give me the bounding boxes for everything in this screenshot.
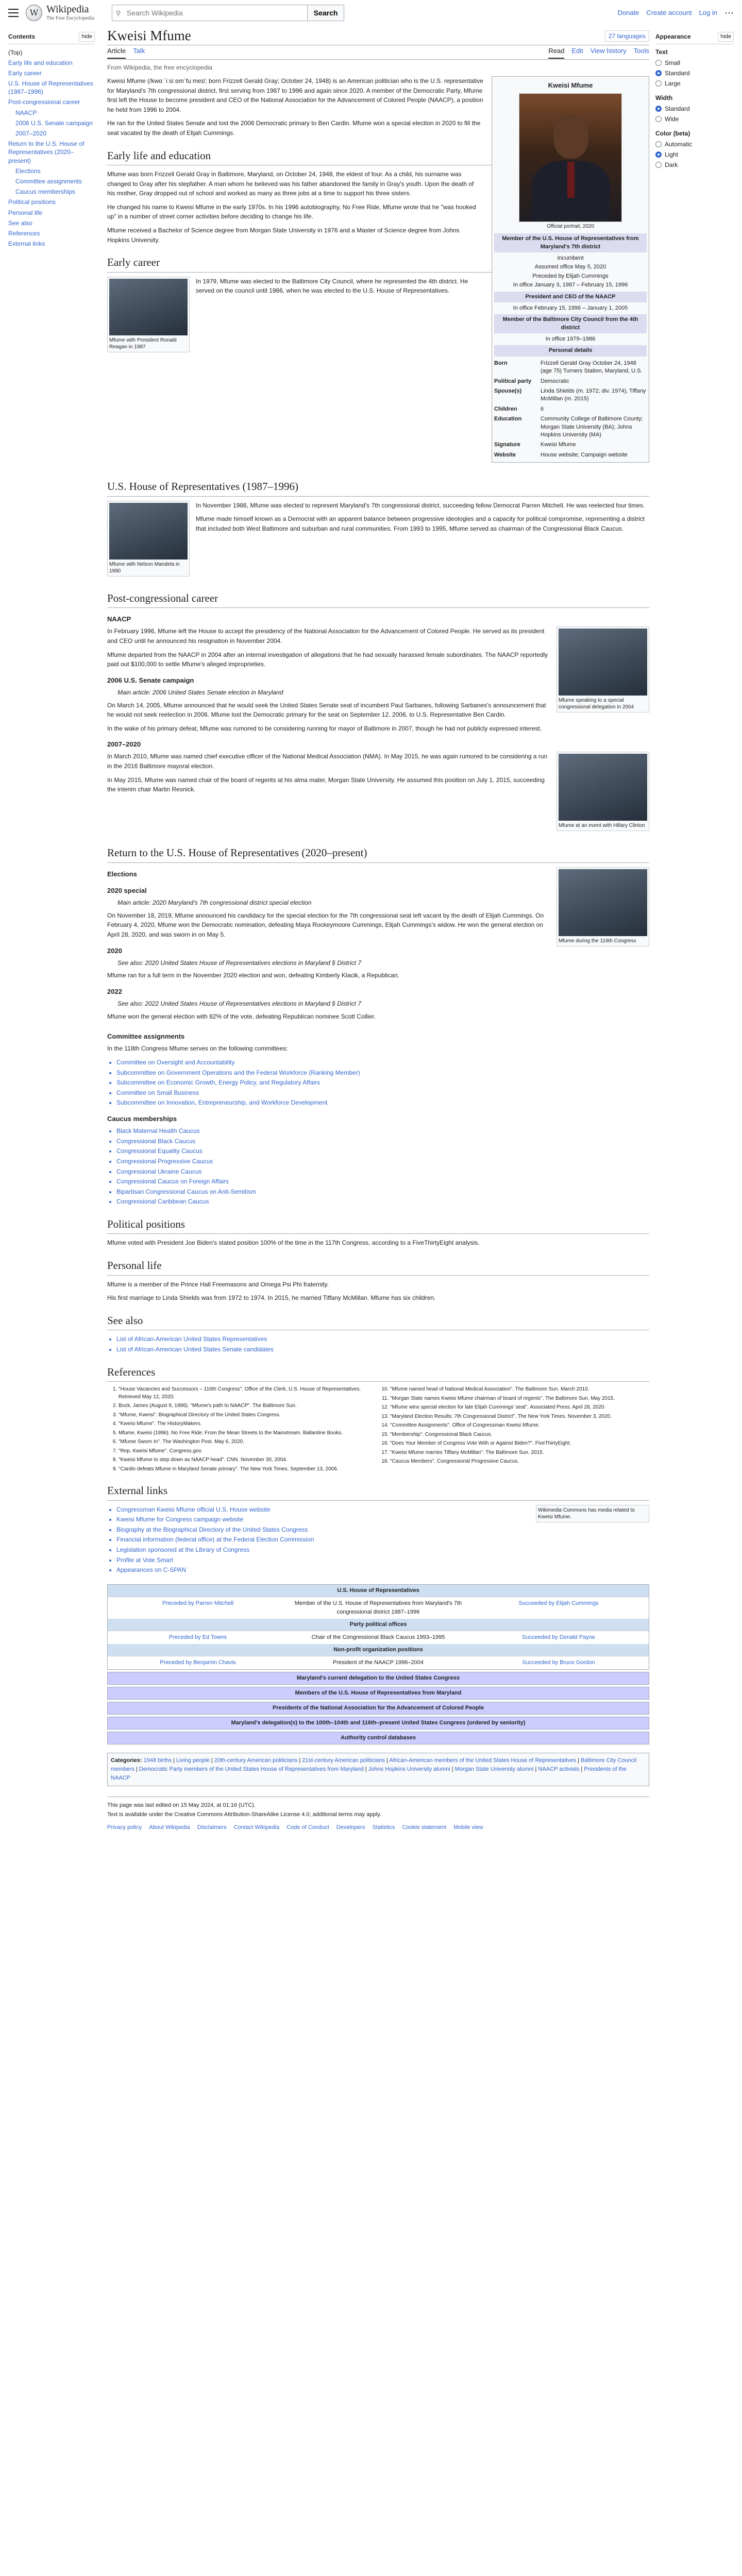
succession-heading: U.S. House of Representatives: [108, 1585, 649, 1597]
donate-link[interactable]: Donate: [617, 9, 639, 17]
committee-item[interactable]: • Subcommittee on Government Operations and the Federal Workforce (Ranking Member): [116, 1068, 649, 1078]
see-also-item[interactable]: • List of African-American United States Senate candidates: [116, 1345, 649, 1354]
category-link[interactable]: 21st-century American politicians: [302, 1757, 385, 1764]
color-option[interactable]: [655, 150, 734, 159]
infobox-label: Children: [494, 405, 517, 412]
category-link[interactable]: African-American members of the United States House of Representatives: [389, 1757, 576, 1764]
committee-item[interactable]: • Subcommittee on Economic Growth, Energy Policy, and Regulatory Affairs: [116, 1078, 649, 1088]
infobox-personal-band: Personal details: [494, 345, 647, 356]
caucus-item[interactable]: • Congressional Caribbean Caucus: [116, 1197, 649, 1207]
toc-item[interactable]: Early career: [8, 69, 42, 77]
category-link[interactable]: Johns Hopkins University alumni: [368, 1766, 450, 1773]
caucus-item[interactable]: • Black Maternal Health Caucus: [116, 1126, 649, 1136]
text-size-option[interactable]: [655, 79, 734, 88]
page-footer: [107, 1797, 649, 1832]
site-header: [0, 0, 742, 26]
footer-link[interactable]: Disclaimers: [197, 1824, 227, 1831]
table-of-contents: [8, 32, 95, 249]
subsection-2007-2020: 2007–2020: [107, 740, 141, 749]
reference-item: 12. "Mfume wins special election for late Elijah Cummings' seat". Associated Press. April 28, 2020.: [390, 1404, 649, 1412]
toc-item[interactable]: See also: [8, 219, 32, 227]
text-size-option-label: Standard: [665, 69, 690, 77]
reference-item: 9. "Cardin defeats Mfume in Maryland Senate primary". The New York Times. September 13, 2006.: [119, 1466, 378, 1473]
infobox: [492, 76, 649, 463]
paragraph: Mfume won the general election with 82% of the vote, defeating Republican nominee Scott Collier.: [107, 1012, 376, 1020]
toc-item[interactable]: Caucus memberships: [15, 188, 76, 196]
infobox-row: [494, 414, 647, 440]
page-title: Kweisi Mfume: [107, 27, 191, 43]
infobox-label: Spouse(s): [494, 388, 522, 395]
infobox-row: [494, 450, 647, 460]
paragraph: In May 2015, Mfume was named chair of the board of regents at his alma mater, Morgan State University. He assumed this position on July 1, 2015, succeeding the interim chair Martin Resnick.: [107, 776, 545, 793]
search-button[interactable]: Search: [308, 5, 345, 21]
wikipedia-logo[interactable]: [26, 4, 94, 22]
infobox-label: Political party: [494, 378, 532, 384]
reference-item: 13. "Maryland Election Results: 7th Congressional District". The New York Times. November 3, 2020.: [390, 1413, 649, 1421]
reference-item: 2. Bock, James (August 9, 1996). "Mfume's path to NAACP". The Baltimore Sun.: [119, 1402, 378, 1410]
toc-item[interactable]: Early life and education: [8, 59, 73, 66]
reference-item: 15. "Membership". Congressional Black Caucus.: [390, 1431, 649, 1439]
caucus-list: [116, 1126, 649, 1207]
paragraph: In November 1986, Mfume was elected to represent Maryland's 7th congressional district, succeeding fellow Democrat Parren Mitchell. He was reelected four times.: [196, 501, 645, 509]
navbox-header[interactable]: Members of the U.S. House of Representatives from Maryland: [107, 1687, 649, 1700]
search-icon: ⚲: [115, 9, 121, 17]
reference-item: 10. "Mfume named head of National Medical Association". The Baltimore Sun. March 2010.: [390, 1386, 649, 1394]
personal-tools-icon[interactable]: ⋯: [724, 7, 734, 18]
footer-link[interactable]: Code of Conduct: [286, 1824, 329, 1831]
photo: [109, 503, 188, 560]
toc-item[interactable]: Personal life: [8, 209, 43, 216]
language-button[interactable]: 27 languages: [605, 30, 649, 42]
subsection-elections: Elections: [107, 870, 137, 878]
text-size-option-label: Small: [665, 59, 681, 66]
toc-title: Contents: [8, 33, 35, 40]
preceded-by[interactable]: Preceded by Parren Mitchell: [162, 1600, 234, 1606]
paragraph: In February 1996, Mfume left the House to accept the presidency of the National Association for the Advancement of Colored People. He served as its president and CEO until he announced his resignation in November 2004.: [107, 628, 545, 645]
external-link-item[interactable]: • Financial information (federal office) at the Federal Election Commission: [116, 1535, 649, 1545]
portrait-caption: Official portrait, 2020: [546, 224, 595, 230]
tab-read[interactable]: Read: [548, 46, 564, 59]
infobox-label: Born: [494, 360, 508, 366]
radio-icon[interactable]: [655, 116, 662, 122]
succession-box: [107, 1584, 649, 1670]
infobox-office-2-dates: In office February 15, 1996 – January 1, 2005: [513, 304, 628, 311]
infobox-row: [494, 404, 647, 414]
tab-talk[interactable]: Talk: [133, 47, 145, 55]
section-external-links: External links: [107, 1482, 649, 1501]
photo: [109, 279, 188, 335]
succeeded-by[interactable]: Succeeded by Donald Payne: [522, 1634, 595, 1640]
infobox-value: Democratic: [541, 378, 569, 384]
paragraph: Mfume departed from the NAACP in 2004 after an internal investigation of allegations that he had sexually harassed female subordinates. The NAACP reportedly paid out $100,000 to settle Mfume's alleged improprieties.: [107, 651, 548, 668]
infobox-assumed: Assumed office May 5, 2020: [534, 264, 606, 270]
color-option-label: Automatic: [665, 140, 693, 148]
toc-item[interactable]: Post-congressional career: [8, 98, 80, 106]
photo: [559, 869, 647, 936]
categories-label: Categories:: [111, 1757, 142, 1764]
reference-item: 4. "Kweisi Mfume". The HistoryMakers.: [119, 1420, 378, 1428]
section-see-also: See also: [107, 1312, 649, 1331]
navboxes: [107, 1672, 649, 1744]
infobox-label: Website: [494, 451, 516, 458]
main-menu-icon[interactable]: [8, 9, 19, 17]
thumbnail-caption: Mfume during the 116th Congress: [559, 938, 636, 944]
reference-item: 16. "Does Your Member of Congress Vote With or Against Biden?". FiveThirtyEight.: [390, 1440, 649, 1448]
commons-text: Wikimedia Commons has media related to Kweisi Mfume.: [538, 1507, 635, 1520]
paragraph: In March 2010, Mfume was named chief executive officer of the National Medical Association (NMA). In May 2015, he was again rumored to be considering a run in the 2016 Baltimore mayoral election.: [107, 753, 548, 770]
infobox-office-3-dates: In office 1979–1986: [545, 336, 596, 343]
caucus-item[interactable]: • Congressional Caucus on Foreign Affairs: [116, 1177, 649, 1187]
navbox-header[interactable]: Maryland's delegation(s) to the 100th–104th and 116th–present United States Congress (ordered by seniority): [107, 1717, 649, 1730]
radio-icon[interactable]: [655, 80, 662, 87]
thumbnail-116th[interactable]: [556, 867, 649, 946]
infobox-value: Community College of Baltimore County; Morgan State University (BA); Johns Hopkins University (MA): [541, 416, 643, 438]
width-label: Width: [655, 94, 673, 101]
paragraph: His first marriage to Linda Shields was from 1972 to 1974. In 2015, he married Tiffany McMillan. Mfume has six children.: [107, 1294, 436, 1302]
subsection-caucus: Caucus memberships: [107, 1115, 177, 1123]
see-also-list: [116, 1334, 649, 1354]
official-portrait[interactable]: [519, 93, 622, 222]
reference-item: 3. "Mfume, Kweisi". Biographical Directory of the United States Congress.: [119, 1412, 378, 1419]
committee-item[interactable]: • Subcommittee on Innovation, Entrepreneurship, and Workforce Development: [116, 1098, 649, 1108]
infobox-value: 6: [541, 405, 544, 412]
infobox-value: Linda Shields (m. 1972; div. 1974), Tiffany McMillan (m. 2015): [541, 388, 646, 402]
infobox-row: [494, 440, 647, 450]
toc-item[interactable]: Elections: [15, 167, 41, 175]
tab-view-history[interactable]: View history: [590, 47, 627, 55]
color-option[interactable]: [655, 140, 734, 149]
preceded-by[interactable]: Preceded by Benjamin Chavis: [160, 1659, 236, 1666]
paragraph: In the 118th Congress Mfume serves on the following committees:: [107, 1045, 288, 1053]
lead-paragraph: Kweisi Mfume (/kwɑːˈiːsi ɒmˈfuːmeɪ/; born Frizzell Gerald Gray; October 24, 1948) is an American politician who is the U.S. representative for Maryland's 7th congressional district, first serving from 1987 to 1996 and again since 2020. A member of the Democratic Party, Mfume first left the House to become president and CEO of the National Association for the Advancement of Colored People (NAACP), a position he held from 1996 to 2004.: [107, 77, 483, 113]
search-input[interactable]: [112, 5, 308, 21]
appearance-panel: [655, 32, 734, 175]
footer-link[interactable]: Cookie statement: [402, 1824, 447, 1831]
footer-link[interactable]: Privacy policy: [107, 1824, 142, 1831]
thumbnail-naacp[interactable]: [556, 626, 649, 713]
paragraph: On November 18, 2019, Mfume announced his candidacy for the special election for the 7th congressional seat left vacant by the death of Elijah Cummings. On February 4, 2020, Mfume won the Democratic nomination, defeating Maya Rockeymoore Cummings, Elijah Cummings's widow. He won the general election on April 28, 2020, and was sworn in on May 5.: [107, 911, 544, 939]
succession-title: Member of the U.S. House of Representatives from Maryland's 7th congressional district 1987–1996: [294, 1600, 462, 1615]
reference-item: 18. "Caucus Members". Congressional Progressive Caucus.: [390, 1458, 649, 1466]
paragraph: Mfume voted with President Joe Biden's stated position 100% of the time in the 117th Congress, according to a FiveThirtyEight analysis.: [107, 1239, 480, 1247]
commons-box[interactable]: [536, 1505, 649, 1522]
width-option-label: Standard: [665, 105, 690, 112]
caucus-item[interactable]: • Congressional Ukraine Caucus: [116, 1167, 649, 1177]
toc-list: [8, 47, 95, 249]
category-link[interactable]: Living people: [176, 1757, 210, 1764]
section-early-career: Early career: [107, 254, 649, 273]
hatnote[interactable]: See also: 2022 United States House of Representatives elections in Maryland § District 7: [117, 1000, 361, 1008]
subsection-committees: Committee assignments: [107, 1032, 185, 1041]
toc-item[interactable]: (Top): [8, 48, 23, 56]
succession-heading: Non-profit organization positions: [108, 1644, 649, 1656]
thumbnail-caption: Mfume with Nelson Mandela in 1990: [109, 561, 180, 574]
external-link-item[interactable]: • Legislation sponsored at the Library of Congress: [116, 1545, 649, 1555]
wikipedia-globe-icon: W: [26, 5, 42, 21]
tab-edit[interactable]: Edit: [571, 47, 583, 55]
toc-item[interactable]: NAACP: [15, 109, 37, 116]
subsection-2020: 2020: [107, 946, 122, 955]
footer-link[interactable]: Contact Wikipedia: [233, 1824, 280, 1831]
footer-link[interactable]: Developers: [336, 1824, 365, 1831]
infobox-incumbent: Incumbent: [557, 255, 584, 261]
category-link[interactable]: 20th-century American politicians: [214, 1757, 298, 1764]
external-link-item[interactable]: • Biography at the Biographical Directory of the United States Congress: [116, 1525, 649, 1535]
infobox-personal-rows: [494, 359, 647, 460]
photo: [559, 754, 647, 821]
committee-item[interactable]: • Committee on Oversight and Accountability: [116, 1058, 649, 1067]
logo-title: Wikipedia: [46, 3, 89, 15]
subsection-2020-special: 2020 special: [107, 887, 147, 895]
paragraph: He changed his name to Kweisi Mfume in the early 1970s. In his 1996 autobiography, No Free Ride, Mfume wrote that he "was hooked up" in a number of street corner activities before deciding to change his life.: [107, 203, 476, 221]
width-option[interactable]: [655, 114, 734, 124]
reference-item: 1. "House Vacancies and Successors – 116th Congress". Office of the Clerk, U.S. House of Representatives. Retrieved May 12, 2020.: [119, 1386, 378, 1401]
section-references: References: [107, 1364, 649, 1382]
appearance-title: Appearance: [655, 33, 691, 40]
footer-link[interactable]: About Wikipedia: [149, 1824, 190, 1831]
caucus-item[interactable]: • Congressional Black Caucus: [116, 1137, 649, 1146]
hatnote[interactable]: Main article: 2020 Maryland's 7th congressional district special election: [117, 899, 312, 907]
text-size-label: Text: [655, 48, 668, 56]
thumbnail-caption: Mfume with President Ronald Reagan in 1987: [109, 337, 177, 350]
reference-item: 17. "Kweisi Mfume marries Tiffany McMillan". The Baltimore Sun. 2015.: [390, 1449, 649, 1457]
thumbnail-mandela[interactable]: [107, 501, 190, 577]
text-size-option[interactable]: [655, 58, 734, 67]
succeeded-by[interactable]: Succeeded by Bruce Gordon: [522, 1659, 595, 1666]
section-house-1: U.S. House of Representatives (1987–1996): [107, 478, 649, 497]
caucus-item[interactable]: • Bipartisan Congressional Caucus on Anti-Semitism: [116, 1187, 649, 1197]
infobox-value: Frizzell Gerald Gray October 24, 1948 (age 75) Turners Station, Maryland, U.S.: [541, 360, 643, 375]
text-size-option-label: Large: [665, 79, 681, 87]
toc-item[interactable]: Political positions: [8, 198, 56, 206]
hatnote[interactable]: Main article: 2006 United States Senate election in Maryland: [117, 688, 283, 696]
preceded-by[interactable]: Preceded by Ed Towns: [168, 1634, 227, 1640]
thumbnail-caption: Mfume speaking to a special congressional delegation in 2004: [559, 698, 634, 710]
paragraph: On March 14, 2005, Mfume announced that he would seek the United States Senate seat of incumbent Paul Sarbanes, following Sarbanes's announcement that he would not seek reelection in 2006. Mfume lost the Democratic primary for the seat on September 12, 2006, to U.S. Representative Ben Cardin.: [107, 701, 546, 719]
reference-item: 6. "Mfume Sworn In". The Washington Post. May 6, 2020.: [119, 1438, 378, 1446]
reference-item: 14. "Committee Assignments". Office of Congressman Kweisi Mfume.: [390, 1422, 649, 1430]
category-link[interactable]: Baltimore City Council members: [111, 1757, 637, 1773]
paragraph: In 1979, Mfume was elected to the Baltimore City Council, where he represented the 4th district. He served on the council until 1986, when he was elected to the U.S. House of Representatives.: [196, 277, 468, 295]
external-link-item[interactable]: • Kweisi Mfume for Congress campaign website: [116, 1515, 649, 1524]
succession-title: President of the NAACP 1996–2004: [333, 1659, 424, 1666]
color-option-label: Dark: [665, 161, 678, 168]
category-link[interactable]: Presidents of the NAACP: [111, 1766, 627, 1782]
navbox-header[interactable]: Maryland's current delegation to the United States Congress: [107, 1672, 649, 1685]
infobox-label: Education: [494, 416, 522, 422]
category-link[interactable]: Democratic Party members of the United States House of Representatives from Maryland: [139, 1766, 364, 1773]
license-text: Text is available under the Creative Commons Attribution-ShareAlike License 4.0; additional terms may apply.: [107, 1811, 381, 1818]
succession-title: Chair of the Congressional Black Caucus 1993–1995: [311, 1634, 445, 1640]
infobox-row: [494, 386, 647, 404]
reference-item: 8. "Kweisi Mfume to step down as NAACP head". CNN. November 30, 2004.: [119, 1456, 378, 1464]
site-sub: From Wikipedia, the free encyclopedia: [107, 64, 213, 71]
toc-item[interactable]: 2007–2020: [15, 130, 47, 137]
infobox-office-2: President and CEO of the NAACP: [494, 292, 647, 302]
caucus-item[interactable]: • Congressional Equality Caucus: [116, 1146, 649, 1156]
see-also-item[interactable]: • List of African-American United States Representatives: [116, 1334, 649, 1344]
article-body: [107, 76, 649, 1832]
thumbnail-clinton[interactable]: [556, 752, 649, 831]
infobox-office-3: Member of the Baltimore City Council from the 4th district: [494, 314, 647, 333]
radio-icon[interactable]: [655, 70, 662, 76]
navbox-header[interactable]: Presidents of the National Association for the Advancement of Colored People: [107, 1702, 649, 1715]
color-label: Color (beta): [655, 129, 690, 137]
log-in-link[interactable]: Log in: [699, 9, 717, 17]
text-size-option[interactable]: [655, 69, 734, 78]
section-post-congress: Post-congressional career: [107, 590, 649, 608]
reference-item: 7. "Rep. Kweisi Mfume". Congress.gov.: [119, 1448, 378, 1455]
category-links: Categories: 1948 births | Living people | 20th-century American politicians | 21st-century American politicians | African-American members of the United States House of Representatives | Baltimore City Council members | Democratic Party members of the United States House of Representatives from Maryland | Johns Hopkins University alumni | Morgan State University alumni | NAACP activists | Presidents of the NAACP: [107, 1753, 649, 1786]
category-link[interactable]: NAACP activists: [538, 1766, 580, 1773]
reference-item: 11. "Morgan State names Kweisi Mfume chairman of board of regents". The Baltimore Sun. May 2015.: [390, 1395, 649, 1403]
external-link-item[interactable]: • Congressman Kweisi Mfume official U.S. House website: [116, 1505, 649, 1515]
footer-link[interactable]: Statistics: [372, 1824, 395, 1831]
infobox-in-office: In office January 3, 1987 – February 15, 1996: [513, 282, 628, 289]
category-link[interactable]: 1948 births: [143, 1757, 172, 1764]
radio-icon[interactable]: [655, 151, 662, 158]
section-personal-life: Personal life: [107, 1257, 649, 1276]
infobox-value: Kweisi Mfume: [541, 442, 576, 448]
reference-list: [107, 1386, 649, 1473]
infobox-value: House website; Campaign website: [541, 451, 628, 458]
paragraph: Mfume received a Bachelor of Science degree from Morgan State University in 1976 and a Master of Science degree from Johns Hopkins University.: [107, 227, 460, 244]
navbox-header[interactable]: Authority control databases: [107, 1732, 649, 1744]
color-option-label: Light: [665, 150, 679, 158]
page-tabs: [107, 45, 649, 60]
photo: [559, 629, 647, 696]
toc-item[interactable]: External links: [8, 240, 45, 248]
external-link-item[interactable]: • Appearances on C-SPAN: [116, 1565, 649, 1575]
toc-item[interactable]: Return to the U.S. House of Representatives (2020–present): [8, 140, 85, 164]
toc-item[interactable]: Committee assignments: [15, 177, 82, 185]
appearance-hide-button[interactable]: hide: [718, 32, 734, 42]
create-account-link[interactable]: Create account: [646, 9, 692, 17]
external-link-item[interactable]: • Profile at Vote Smart: [116, 1555, 649, 1565]
section-political-positions: Political positions: [107, 1216, 649, 1234]
infobox-name: Kweisi Mfume: [548, 81, 593, 89]
hatnote[interactable]: See also: 2020 United States House of Representatives elections in Maryland § District 7: [117, 959, 361, 967]
width-option-label: Wide: [665, 115, 679, 123]
paragraph: Mfume made himself known as a Democrat with an apparent balance between progressive ideologies and a capacity for political compromise, representing a district that included both West Baltimore and suburban and rural communities. From 1993 to 1995, Mfume served as chairman of the Congressional Black Caucus.: [196, 515, 645, 532]
infobox-row: [494, 359, 647, 377]
infobox-office-1: Member of the U.S. House of Representatives from Maryland's 7th district: [494, 233, 647, 252]
reference-item: 5. Mfume, Kweisi (1996). No Free Ride: From the Mean Streets to the Mainstream. Ballantine Books.: [119, 1430, 378, 1437]
committee-list: [116, 1058, 649, 1108]
committee-item[interactable]: • Committee on Small Business: [116, 1088, 649, 1098]
footer-link[interactable]: Mobile view: [453, 1824, 483, 1831]
search-form: [112, 5, 345, 21]
toc-item[interactable]: 2006 U.S. Senate campaign: [15, 119, 93, 127]
main-content: [107, 26, 649, 1832]
section-early-life: Early life and education: [107, 147, 649, 166]
succeeded-by[interactable]: Succeeded by Elijah Cummings: [518, 1600, 599, 1606]
paragraph: Mfume is a member of the Prince Hall Freemasons and Omega Psi Phi fraternity.: [107, 1280, 329, 1288]
succession-heading: Party political offices: [108, 1619, 649, 1631]
radio-icon[interactable]: [655, 141, 662, 147]
paragraph: Mfume ran for a full term in the November 2020 election and won, defeating Kimberly Klacik, a Republican.: [107, 972, 399, 979]
toc-item[interactable]: U.S. House of Representatives (1987–1996): [8, 80, 93, 96]
tab-tools[interactable]: Tools: [633, 47, 649, 55]
radio-icon[interactable]: [655, 162, 662, 168]
toc-hide-button[interactable]: hide: [79, 32, 95, 42]
infobox-label: Signature: [494, 442, 520, 448]
subsection-naacp: NAACP: [107, 615, 131, 623]
infobox-row: [494, 377, 647, 386]
tab-article[interactable]: Article: [107, 46, 126, 59]
width-option[interactable]: [655, 104, 734, 113]
logo-tagline: The Free Encyclopedia: [46, 15, 94, 21]
category-link[interactable]: Morgan State University alumni: [454, 1766, 534, 1773]
color-option[interactable]: [655, 160, 734, 170]
toc-item[interactable]: References: [8, 229, 40, 237]
thumbnail-caption: Mfume at an event with Hillary Clinton: [559, 823, 645, 829]
caucus-item[interactable]: • Congressional Progressive Caucus: [116, 1157, 649, 1166]
paragraph: Mfume was born Frizzell Gerald Gray in Baltimore, Maryland, on October 24, 1948, the eldest of four. As a child, his surname was changed to Gray after his stepfather. A man whom he believed was his father abandoned the family in Gray's youth. Upon the death of his mother, Gray dropped out of school and worked as many as three jobs at a time to support his three sisters.: [107, 171, 474, 197]
last-edited: This page was last edited on 15 May 2024, at 01:16 (UTC).: [107, 1802, 256, 1809]
radio-icon[interactable]: [655, 60, 662, 66]
subsection-2022: 2022: [107, 987, 122, 995]
subsection-senate: 2006 U.S. Senate campaign: [107, 676, 194, 684]
paragraph: In the wake of his primary defeat, Mfume was rumored to be considering running for mayor of Baltimore in 2007, though he had not publicly expressed interest.: [107, 724, 542, 732]
lead-paragraph: He ran for the United States Senate and lost the 2006 Democratic primary to Ben Cardin. Mfume won a special election in 2020 to fill the seat vacated by the death of Elijah Cummings.: [107, 120, 481, 137]
section-return: Return to the U.S. House of Representatives (2020–present): [107, 844, 649, 863]
thumbnail-reagan[interactable]: [107, 277, 190, 352]
infobox-preceded-by: Preceded by Elijah Cummings: [532, 273, 609, 279]
radio-icon[interactable]: [655, 106, 662, 112]
